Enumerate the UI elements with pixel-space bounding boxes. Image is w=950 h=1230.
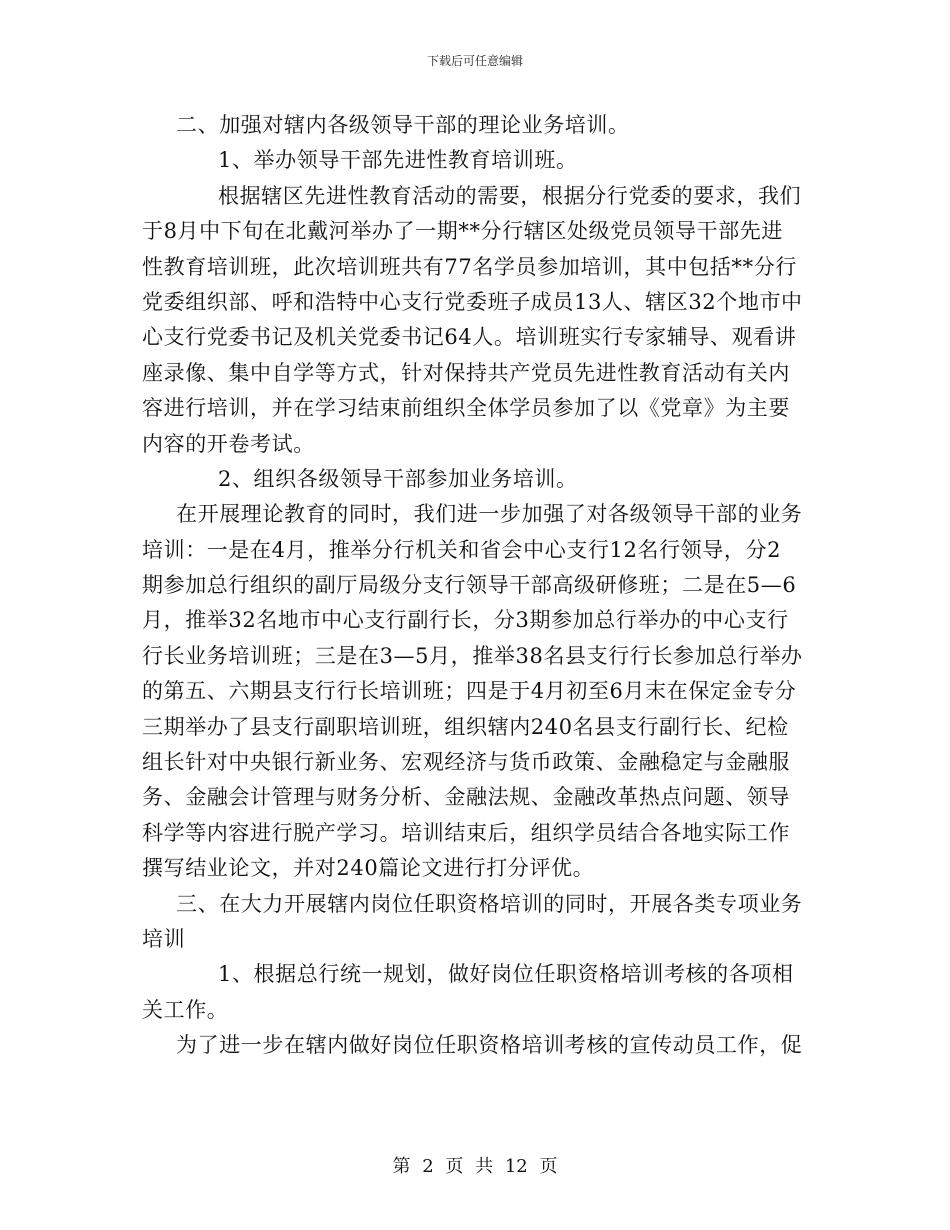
subsection-heading: 1、根据总行统一规划，做好岗位任职资格培训考核的各项相	[218, 962, 794, 987]
page-header: 下载后可任意编辑	[426, 54, 523, 68]
paragraph-line: 行长业务培训班；三是在3—5月，推举38名县支行行长参加总行举办	[142, 643, 803, 668]
section-heading: 二、加强对辖内各级领导干部的理论业务培训。	[176, 113, 630, 137]
paragraph-line: 组长针对中央银行新业务、宏观经济与货币政策、金融稳定与金融服	[142, 750, 790, 775]
paragraph-line: 根据辖区先进性教育活动的需要，根据分行党委的要求，我们	[218, 183, 802, 208]
paragraph-line: 于8月中下旬在北戴河举办了一期**分行辖区处级党员领导干部先进	[142, 219, 783, 244]
section-heading-continued: 培训	[142, 926, 186, 951]
paragraph-line: 三期举办了县支行副职培训班，组织辖内240名县支行副行长、纪检	[142, 714, 789, 739]
paragraph-line: 为了进一步在辖内做好岗位任职资格培训考核的宣传动员工作，促	[176, 1033, 803, 1058]
paragraph-line: 座录像、集中自学等方式，针对保持共产党员先进性教育活动有关内	[142, 360, 790, 385]
paragraph-line: 撰写结业论文，并对240篇论文进行打分评优。	[142, 856, 595, 881]
paragraph-line: 容进行培训，并在学习结束前组织全体学员参加了以《党章》为主要	[142, 396, 790, 421]
paragraph-line: 党委组织部、呼和浩特中心支行党委班子成员13人、辖区32个地市中	[142, 289, 803, 314]
paragraph-line: 科学等内容进行脱产学习。培训结束后，组织学员结合各地实际工作	[142, 820, 790, 845]
document-body	[142, 108, 822, 1064]
subsection-heading: 2、组织各级领导干部参加业务培训。	[218, 466, 578, 491]
paragraph-line: 内容的开卷考试。	[142, 431, 315, 456]
paragraph-line: 月，推举32名地市中心支行副行长，分3期参加总行举办的中心支行	[142, 608, 789, 633]
paragraph-line: 期参加总行组织的副厅局级分支行领导干部高级研修班；二是在5—6	[142, 573, 797, 598]
paragraph-line: 心支行党委书记及机关党委书记64人。培训班实行专家辅导、观看讲	[142, 325, 797, 350]
paragraph-line: 的第五、六期县支行行长培训班；四是于4月初至6月末在保定金专分	[142, 679, 797, 704]
page-footer: 第 2 页 共 12 页	[392, 1156, 558, 1177]
section-heading: 三、在大力开展辖内岗位任职资格培训的同时，开展各类专项业务	[176, 891, 803, 916]
subsection-heading-continued: 关工作。	[142, 997, 229, 1022]
paragraph-line: 性教育培训班，此次培训班共有77名学员参加培训，其中包括**分行	[142, 254, 797, 279]
paragraph-line: 在开展理论教育的同时，我们进一步加强了对各级领导干部的业务	[176, 502, 803, 527]
subsection-heading: 1、举办领导干部先进性教育培训班。	[218, 148, 578, 173]
paragraph-line: 务、金融会计管理与财务分析、金融法规、金融改革热点问题、领导	[142, 785, 790, 810]
paragraph-line: 培训：一是在4月，推举分行机关和省会中心支行12名行领导，分2	[142, 537, 782, 562]
